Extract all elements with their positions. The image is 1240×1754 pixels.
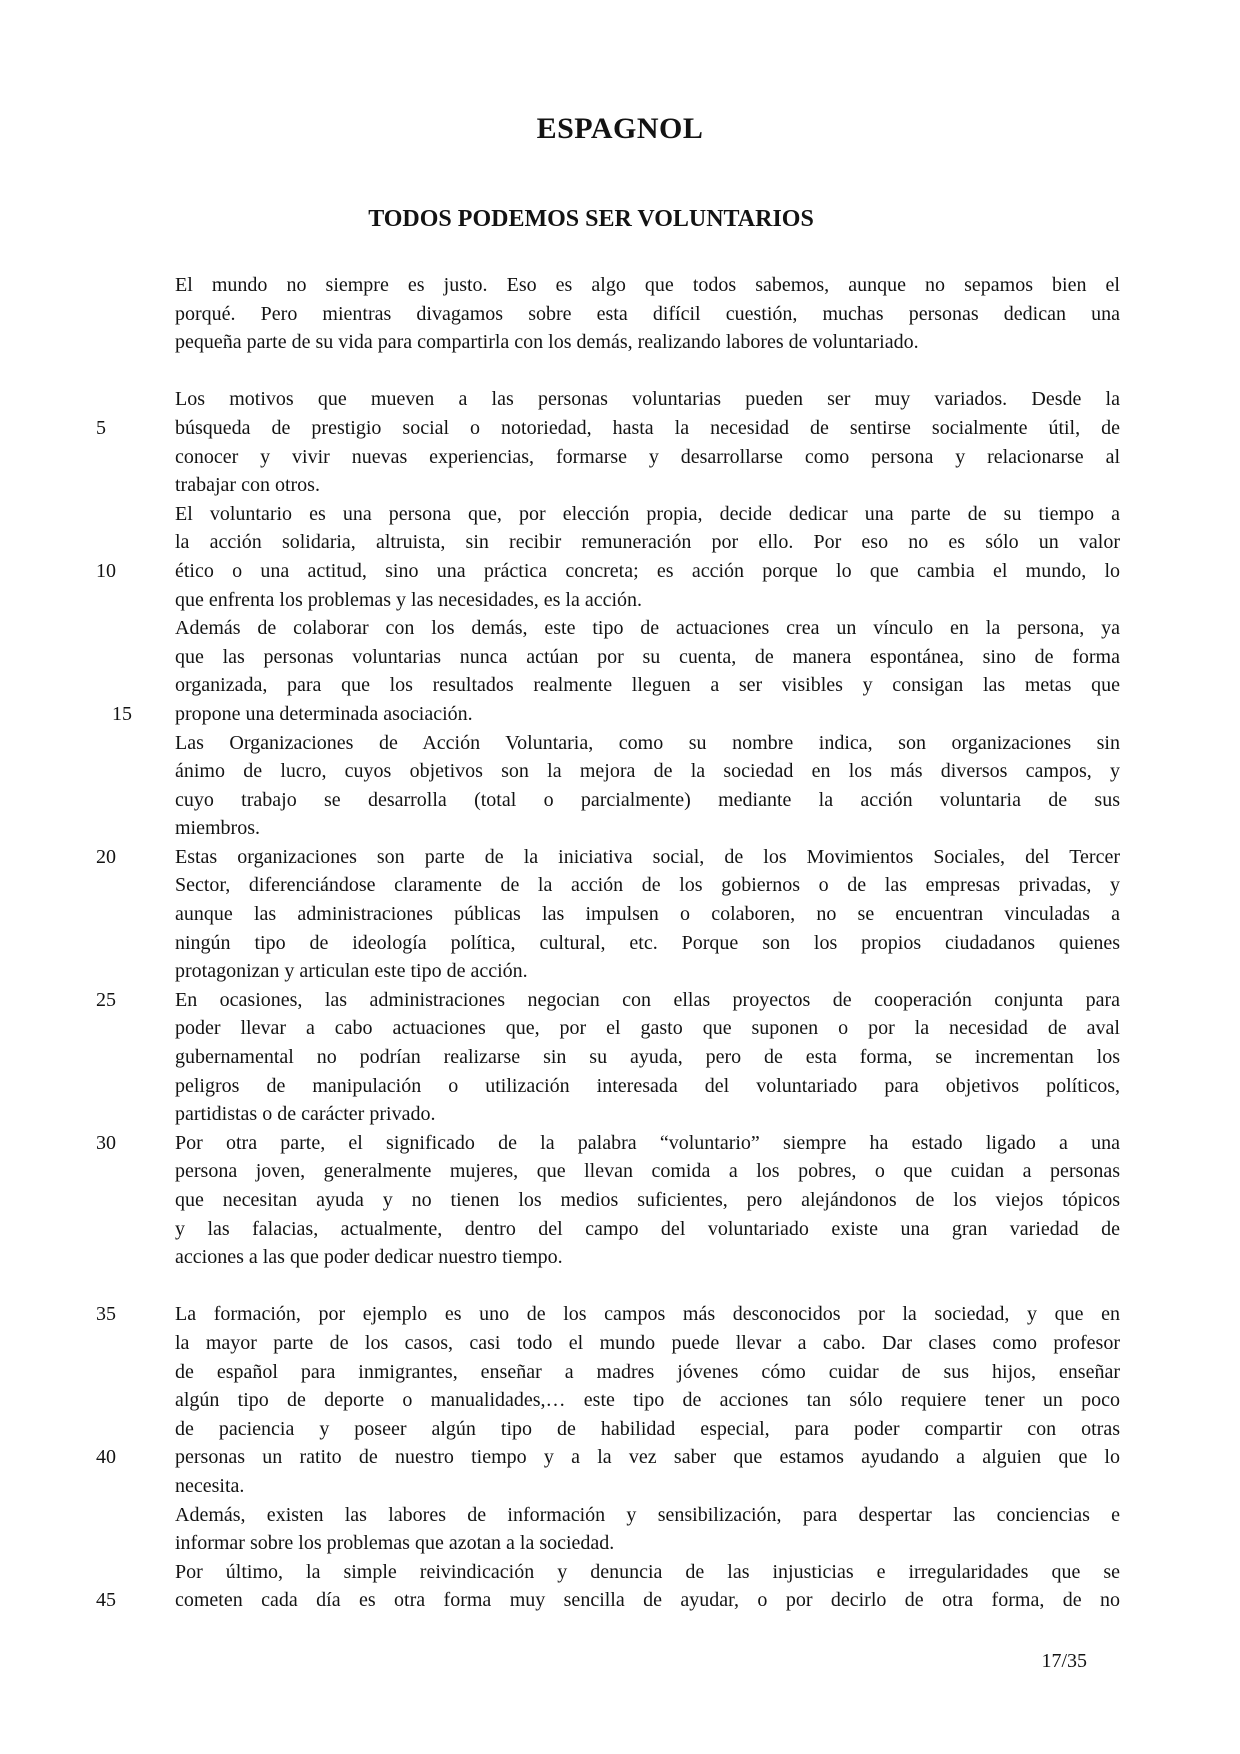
line-number: 15 [112, 702, 132, 725]
line-text: porqué. Pero mientras divagamos sobre esta difícil cuestión, muchas personas dedican una [175, 302, 1120, 325]
text-line [175, 1215, 1120, 1244]
line-text: búsqueda de prestigio social o notoriedad, hasta la necesidad de sentirse socialmente útil, de [175, 416, 1120, 439]
line-text: propone una determinada asociación. [175, 702, 473, 725]
line-number: 25 [96, 988, 116, 1011]
text-line [175, 1072, 1120, 1101]
line-text: la acción solidaria, altruista, sin recibir remuneración por ello. Por eso no es sólo un valor [175, 531, 1120, 554]
text-line [175, 757, 1120, 786]
line-text: ético o una actitud, sino una práctica concreta; es acción porque lo que cambia el mundo, lo [175, 559, 1120, 582]
line-number: 20 [96, 845, 116, 868]
line-text: informar sobre los problemas que azotan a la sociedad. [175, 1532, 615, 1555]
text-line [175, 1529, 1120, 1558]
text-line [175, 786, 1120, 815]
text-line [175, 1358, 1120, 1387]
text-line [175, 1415, 1120, 1444]
line-text: miembros. [175, 817, 260, 840]
text-line [175, 271, 1120, 300]
line-text: acciones a las que poder dedicar nuestro tiempo. [175, 1246, 563, 1269]
line-text: cometen cada día es otra forma muy sencilla de ayudar, o por decirlo de otra forma, de no [175, 1589, 1120, 1612]
text-line [175, 1043, 1120, 1072]
text-line [175, 528, 1120, 557]
line-text: cuyo trabajo se desarrolla (total o parcialmente) mediante la acción voluntaria de sus [175, 788, 1120, 811]
line-text: trabajar con otros. [175, 474, 320, 497]
line-text: gubernamental no podrían realizarse sin su ayuda, pero de esta forma, se incrementan los [175, 1046, 1120, 1069]
line-text: que enfrenta los problemas y las necesidades, es la acción. [175, 588, 643, 611]
text-line [175, 1100, 1120, 1129]
line-text: necesita. [175, 1474, 245, 1497]
text-body [96, 271, 1120, 1615]
text-line [175, 1014, 1120, 1043]
line-text: persona joven, generalmente mujeres, que llevan comida a los pobres, o que cuidan a personas [175, 1160, 1120, 1183]
text-line [175, 1501, 1120, 1530]
text-line [175, 929, 1120, 958]
text-line [175, 1157, 1120, 1186]
line-number: 40 [96, 1446, 116, 1469]
line-text: aunque las administraciones públicas las impulsen o colaboren, no se encuentran vinculadas a [175, 903, 1120, 926]
text-line [96, 1586, 1120, 1615]
text-line [96, 1300, 1120, 1329]
text-line [96, 414, 1120, 443]
line-text: organizada, para que los resultados realmente lleguen a ser visibles y consigan las metas que [175, 674, 1120, 697]
line-text: algún tipo de deporte o manualidades,… este tipo de acciones tan sólo requiere tener un poco [175, 1389, 1120, 1412]
line-number: 5 [96, 416, 106, 439]
line-text: ánimo de lucro, cuyos objetivos son la mejora de la sociedad en los más diversos campos, y [175, 760, 1120, 783]
line-text: El mundo no siempre es justo. Eso es algo que todos sabemos, aunque no sepamos bien el [175, 274, 1120, 296]
line-text: Sector, diferenciándose claramente de la acción de los gobiernos o de las empresas privadas, y [175, 874, 1120, 897]
text-line [96, 1129, 1120, 1158]
line-text: peligros de manipulación o utilización interesada del voluntariado para objetivos políticos, [175, 1074, 1120, 1097]
text-line [175, 328, 1120, 357]
text-line [175, 871, 1120, 900]
line-text: que necesitan ayuda y no tienen los medios suficientes, pero alejándonos de los viejos tópicos [175, 1189, 1120, 1211]
line-text: que las personas voluntarias nunca actúan por su cuenta, de manera espontánea, sino de forma [175, 645, 1120, 668]
text-line [175, 586, 1120, 615]
text-title: TODOS PODEMOS SER VOLUNTARIOS [368, 206, 814, 232]
line-text: y las falacias, actualmente, dentro del campo del voluntariado existe una gran variedad de [175, 1217, 1120, 1240]
line-text: El voluntario es una persona que, por elección propia, decide dedicar una parte de su tiempo a [175, 502, 1120, 525]
text-line [175, 471, 1120, 500]
text-line [96, 1443, 1120, 1472]
text-line [175, 1243, 1120, 1272]
line-text: conocer y vivir nuevas experiencias, formarse y desarrollarse como persona y relacionarse al [175, 445, 1120, 468]
line-number: 35 [96, 1303, 116, 1326]
line-text: de paciencia y poseer algún tipo de habilidad especial, para poder compartir con otras [175, 1417, 1120, 1440]
line-text: Además, existen las labores de información y sensibilización, para despertar las conciencias e [175, 1503, 1120, 1526]
text-line [175, 1186, 1120, 1215]
line-text: pequeña parte de su vida para compartirla con los demás, realizando labores de voluntariado. [175, 331, 919, 354]
text-line [175, 814, 1120, 843]
text-line [96, 557, 1120, 586]
line-text: En ocasiones, las administraciones negocian con ellas proyectos de cooperación conjunta para [175, 988, 1120, 1011]
text-line [175, 1472, 1120, 1501]
text-line [175, 671, 1120, 700]
line-text: La formación, por ejemplo es uno de los campos más desconocidos por la sociedad, y que en [175, 1303, 1120, 1326]
text-line [175, 1386, 1120, 1415]
page-number: 17/35 [1041, 1650, 1087, 1672]
text-line [175, 1558, 1120, 1587]
line-text: la mayor parte de los casos, casi todo el mundo puede llevar a cabo. Dar clases como profesor [175, 1331, 1120, 1354]
page-title: ESPAGNOL [536, 112, 704, 145]
line-text: Los motivos que mueven a las personas voluntarias pueden ser muy variados. Desde la [175, 388, 1120, 411]
text-line [112, 700, 1120, 729]
line-number: 10 [96, 559, 116, 582]
text-line [175, 614, 1120, 643]
text-line [175, 1329, 1120, 1358]
line-text: Por último, la simple reivindicación y denuncia de las injusticias e irregularidades que se [175, 1560, 1120, 1583]
text-line [175, 443, 1120, 472]
line-text: de español para inmigrantes, enseñar a madres jóvenes cómo cuidar de sus hijos, enseñar [175, 1360, 1120, 1383]
line-text: partidistas o de carácter privado. [175, 1103, 436, 1126]
text-line [96, 986, 1120, 1015]
line-text: Por otra parte, el significado de la palabra “voluntario” siempre ha estado ligado a una [175, 1131, 1120, 1154]
line-text: Además de colaborar con los demás, este tipo de actuaciones crea un vínculo en la persona, ya [175, 617, 1120, 640]
line-text: personas un ratito de nuestro tiempo y a la vez saber que estamos ayudando a alguien que lo [175, 1446, 1120, 1469]
text-line [96, 843, 1120, 872]
text-line [175, 900, 1120, 929]
line-text: protagonizan y articulan este tipo de acción. [175, 960, 528, 983]
text-line [175, 385, 1120, 414]
text-line [175, 500, 1120, 529]
line-text: ningún tipo de ideología política, cultural, etc. Porque son los propios ciudadanos quienes [175, 931, 1120, 954]
line-text: Las Organizaciones de Acción Voluntaria, como su nombre indica, son organizaciones sin [175, 731, 1120, 754]
line-text: Estas organizaciones son parte de la iniciativa social, de los Movimientos Sociales, del Tercer [175, 845, 1120, 868]
text-line [175, 957, 1120, 986]
text-line [175, 643, 1120, 672]
text-line [175, 300, 1120, 329]
line-text: poder llevar a cabo actuaciones que, por el gasto que suponen o por la necesidad de aval [175, 1017, 1120, 1040]
text-line [175, 729, 1120, 758]
line-number: 45 [96, 1589, 116, 1612]
line-number: 30 [96, 1131, 116, 1154]
